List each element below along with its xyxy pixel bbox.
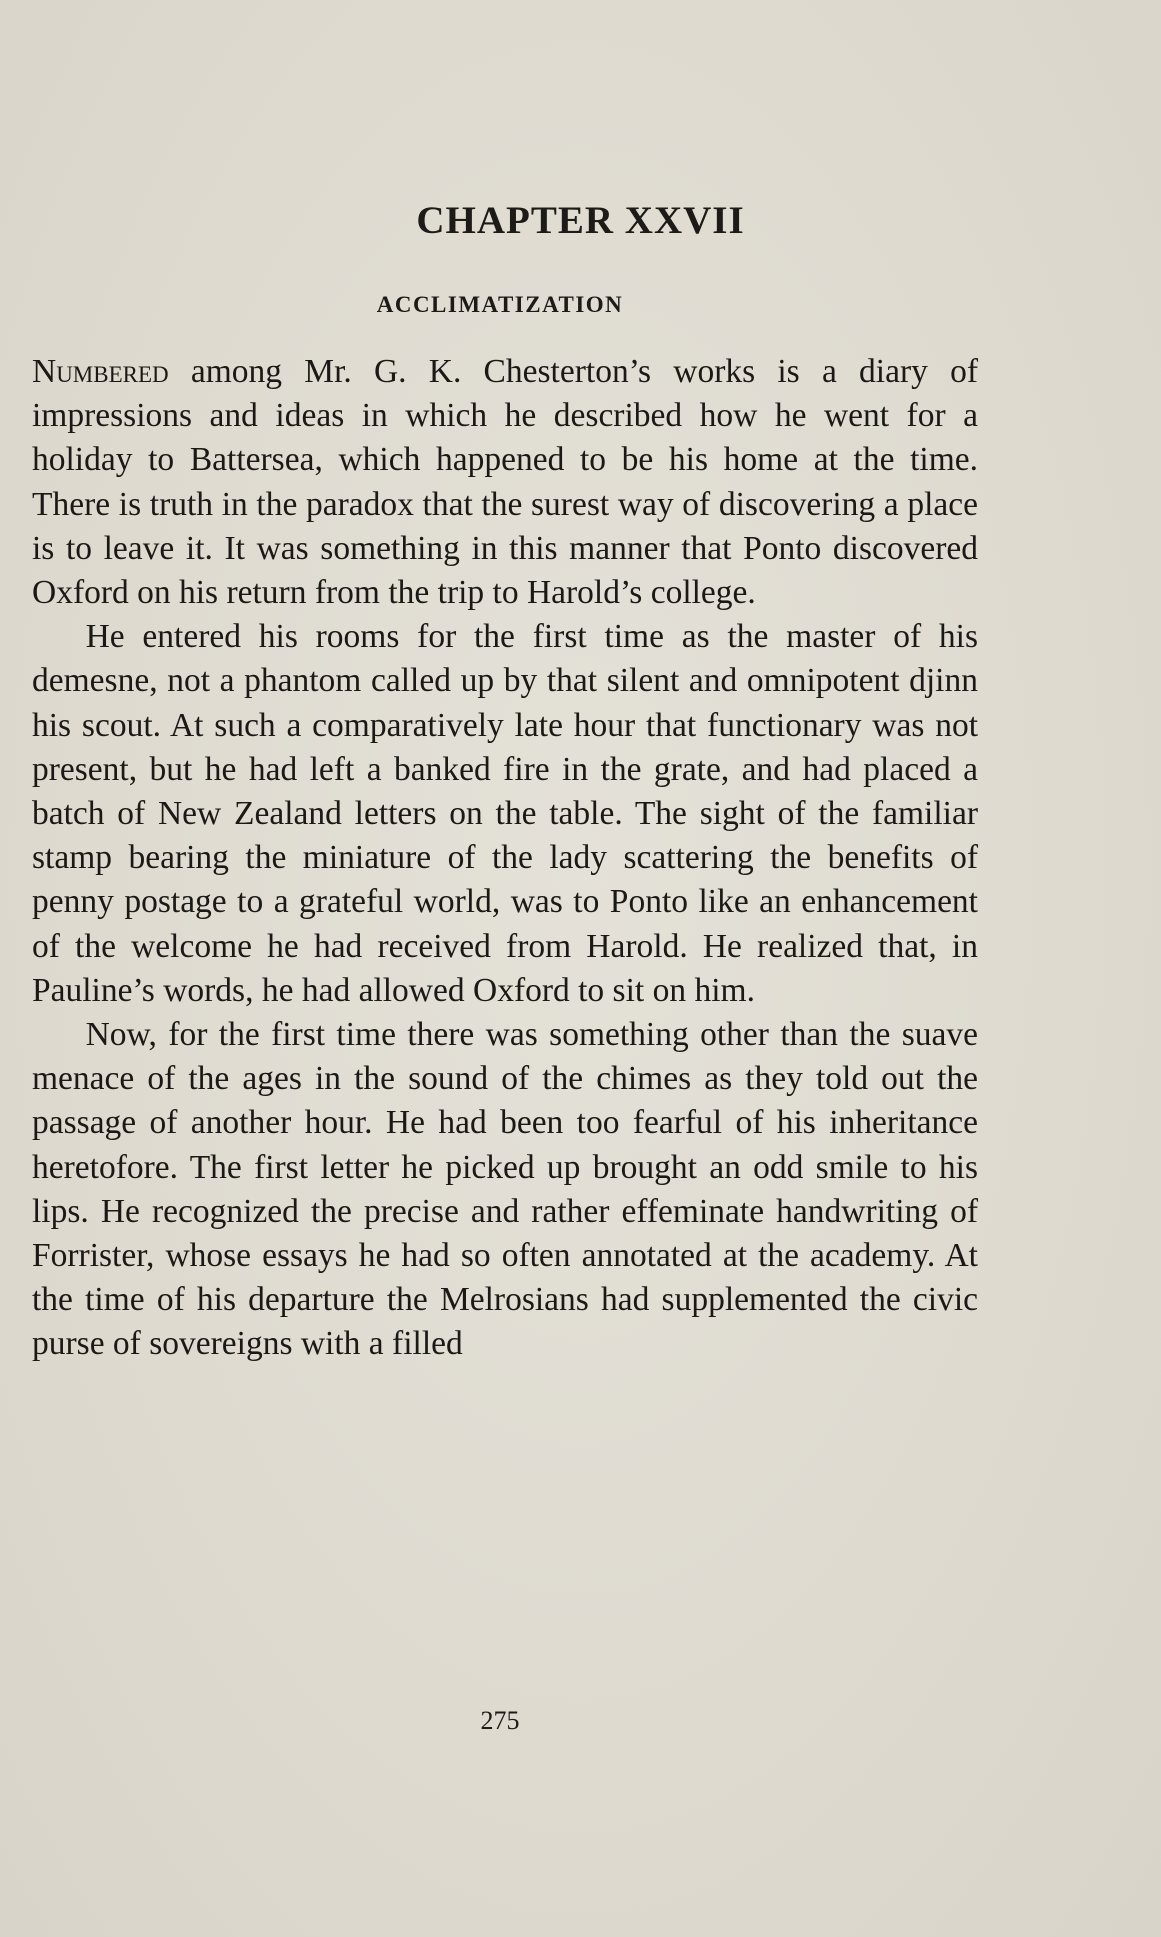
- paragraph-1-text: among Mr. G. K. Chesterton’s works is a diary of impressions and ideas in which he described how he went for a holiday to Battersea, which happened to be his home at the time. There is truth in the paradox that the surest way of discovering a place is to leave it. It was something in this manner that Ponto discovered Oxford on his return from the trip to Harold’s college.: [32, 353, 978, 612]
- paragraph-2: He entered his rooms for the first time as the master of his demesne, not a phantom called up by that silent and omnipotent djinn his scout. At such a comparatively late hour that functionary was not present, but he had left a banked fire in the grate, and had placed a batch of New Zealand letters on the table. The sight of the familiar stamp bearing the miniature of the lady scattering the benefits of penny postage to a grateful world, was to Ponto like an enhancement of the welcome he had received from Harold. He realized that, in Pauline’s words, he had allowed Oxford to sit on him.: [32, 618, 978, 1009]
- body-text: [32, 350, 978, 1367]
- paragraph-3: Now, for the first time there was something other than the suave menace of the ages in the sound of the chimes as they told out the passage of another hour. He had been too fearful of his inheritance heretofore. The first letter he picked up brought an odd smile to his lips. He recognized the precise and rather effeminate handwriting of Forrister, whose essays he had so often annotated at the academy. At the time of his departure the Melrosians had supplemented the civic purse of sovereigns with a filled: [32, 1016, 978, 1363]
- chapter-heading: CHAPTER XXVII: [416, 199, 745, 242]
- lead-small-caps: Numbered: [32, 353, 169, 390]
- page-number: 275: [480, 1706, 520, 1735]
- paragraph-1: [32, 350, 978, 615]
- chapter-subtitle: ACCLIMATIZATION: [376, 292, 624, 317]
